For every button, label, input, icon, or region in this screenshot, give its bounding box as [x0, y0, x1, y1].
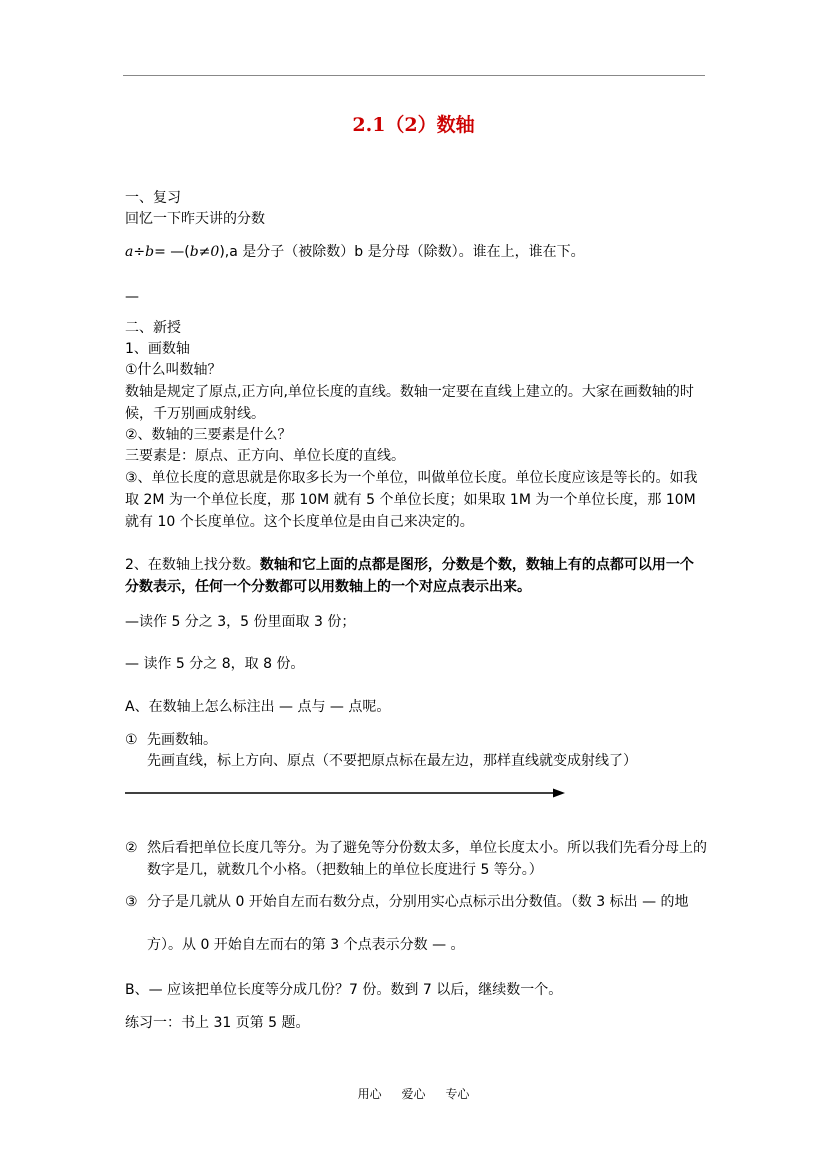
read-line-1: —读作 5 分之 3，5 份里面取 3 份； [125, 614, 356, 630]
new-heading: 二、新授 [125, 320, 181, 336]
page-footer [0, 1085, 827, 1102]
part-a: A、在数轴上怎么标注出 — 点与 — 点呢。 [125, 699, 391, 715]
section-2-paragraph: 2、在数轴上找分数。数轴和它上面的点都是图形，分数是个数，数轴上有的点都可以用一个分数表示，任何一个分数都可以用数轴上的一个对应点表示出来。 [125, 557, 694, 595]
fraction-placeholder: — [125, 289, 139, 305]
read-line-2: — 读作 5 分之 8，取 8 份。 [125, 656, 305, 672]
number-line-arrow [125, 786, 565, 800]
exercise: 练习一：书上 31 页第 5 题。 [125, 1015, 310, 1031]
step-1-detail: 先画直线，标上方向、原点（不要把原点标在最左边，那样直线就变成射线了） [147, 753, 637, 769]
footer-word: 爱心 [401, 1087, 426, 1101]
footer-word: 用心 [357, 1087, 382, 1101]
answer-1: 数轴是规定了原点,正方向,单位长度的直线。数轴一定要在直线上建立的。大家在画数轴的时候，千万别画成射线。 [125, 384, 694, 422]
section-1-heading: 1、画数轴 [125, 341, 190, 357]
header-rule [123, 75, 705, 76]
page-title: 2.1（2）数轴 [352, 114, 475, 136]
question-1: ①什么叫数轴？ [125, 362, 222, 378]
step-3-cont: 方）。从 0 开始自左而右的第 3 个点表示分数 — 。 [147, 937, 465, 953]
part-b: B、— 应该把单位长度等分成几份？7 份。数到 7 以后，继续数一个。 [125, 982, 563, 998]
review-intro: 回忆一下昨天讲的分数 [125, 211, 265, 227]
step-2: ② 然后看把单位长度几等分。为了避免等分份数太多，单位长度太小。所以我们先看分母上的数字是几，就数几个小格。（把数轴上的单位长度进行 5 等分。） [125, 840, 707, 878]
question-2: ②、数轴的三要素是什么？ [125, 427, 292, 443]
footer-word: 专心 [445, 1087, 470, 1101]
step-3: ③ 分子是几就从 0 开始自左而右数分点，分别用实心点标示出分数值。（数 3 标出 — 的地 [125, 894, 689, 910]
fraction-formula: a÷b= —(b≠0),a 是分子（被除数）b 是分母（除数）。谁在上，谁在下。 [125, 244, 585, 260]
step-1: ① 先画数轴。 [125, 732, 217, 748]
review-heading: 一、复习 [125, 190, 181, 206]
answer-3: ③、单位长度的意思就是你取多长为一个单位，叫做单位长度。单位长度应该是等长的。如我取 2M 为一个单位长度，那 10M 就有 5 个单位长度；如果取 1M 为一个单位长度，那 10M 就有 10 个长度单位。这个长度单位是由自己来决定的。 [125, 470, 698, 530]
answer-2: 三要素是：原点、正方向、单位长度的直线。 [125, 448, 405, 464]
